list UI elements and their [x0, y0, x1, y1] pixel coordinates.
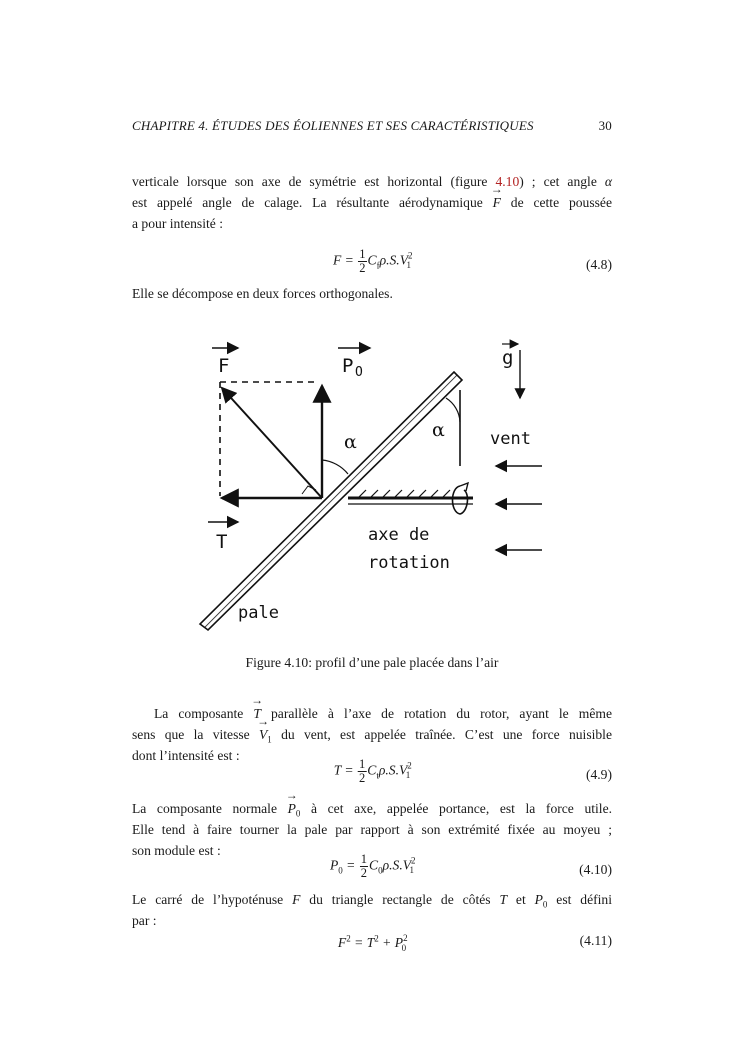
label-T: T: [216, 531, 228, 553]
equation-4-8: F = $\frac{1}{2}$ $C_f\rho.S.V^2_1$ (4.8): [332, 247, 612, 275]
text: ) ; cet angle: [519, 174, 605, 189]
alpha-symbol: α: [604, 174, 612, 189]
text: Elle se décompose en deux forces orthogonales.: [132, 286, 393, 301]
fraction: $\frac{1}{2}$: [359, 247, 366, 275]
text: est défini: [547, 892, 613, 907]
calage-angle: [446, 390, 460, 466]
text: est appelé angle de calage. La résultante aérodynamique: [132, 195, 493, 210]
equation-4-11: $F^2 = T^2 + P^2_0$ (4.11): [337, 933, 612, 953]
vector-P0: → P: [288, 798, 296, 819]
text: du vent, est appelée traînée. C’est une force nuisible: [271, 727, 612, 742]
text: son module est :: [132, 843, 221, 858]
text: a pour intensité :: [132, 216, 223, 231]
label-P: P: [342, 355, 354, 377]
label-rotation: rotation: [368, 553, 450, 573]
label-vent: vent: [490, 429, 531, 449]
wind-arrows: [496, 466, 542, 550]
running-header: [132, 118, 612, 134]
text: du triangle rectangle de côtés: [300, 892, 500, 907]
fraction: $\frac{1}{2}$: [359, 757, 366, 785]
vector-T: → T: [253, 703, 261, 724]
eq-lhs: T =: [333, 762, 358, 778]
paragraph-5: Le carré de l’hypoténuse F du triangle rectangle de côtés T et $P_0$ est défini par :: [132, 889, 612, 931]
fraction: $\frac{1}{2}$: [360, 852, 368, 880]
paragraph-3: La composante → T parallèle à l’axe de rotation du rotor, ayant le même sens que la vitesse → $V_1$ du vent, est appelée traînée. C’est une force nuisible dont l’intensité est :: [132, 703, 612, 766]
label-g: g: [502, 347, 514, 369]
text: La composante normale: [132, 801, 288, 816]
equation-number: (4.10): [579, 862, 612, 877]
equation-4-10: $P_0$ = $\frac{1}{2}$ $C_0\rho.S.V^2_1$ (4.10): [329, 852, 612, 880]
blade-profile-figure: [198, 328, 548, 634]
equation-number: (4.8): [585, 257, 612, 272]
text: dont l’intensité est :: [132, 748, 240, 763]
paragraph-1: [132, 171, 612, 234]
rotation-axis: [348, 483, 473, 514]
eq-lhs: F =: [332, 252, 358, 268]
figure-reference-link[interactable]: 4.10: [495, 174, 520, 189]
chapter-title: CHAPITRE 4. ÉTUDES DES ÉOLIENNES ET SES CARACTÉRISTIQUES: [132, 118, 534, 133]
blade: [200, 372, 462, 630]
equation-4-9: T = $\frac{1}{2}$ $C_t\rho.S.V^2_1$ (4.9): [333, 757, 612, 785]
text: sens que la vitesse: [132, 727, 259, 742]
equation-number: (4.11): [579, 933, 612, 948]
text: par :: [132, 913, 157, 928]
label-F: F: [218, 355, 230, 377]
text: Le carré de l’hypoténuse: [132, 892, 293, 907]
figure-caption: Figure 4.10: profil d’une pale placée dans l’air: [245, 655, 499, 670]
text: verticale lorsque son axe de symétrie est horizontal (figure: [132, 174, 496, 189]
paragraph-2: [132, 283, 612, 304]
equation-number: (4.9): [585, 767, 612, 782]
label-axe: axe de: [368, 525, 430, 545]
vector-F: → F: [493, 192, 501, 213]
force-diagram: [220, 382, 348, 498]
text: parallèle à l’axe de rotation du rotor, ayant le même: [260, 706, 612, 721]
label-alpha-2: α: [432, 419, 445, 441]
text: de cette poussée: [500, 195, 612, 210]
label-alpha-1: α: [344, 431, 357, 453]
text: à cet axe, appelée portance, est la force utile.: [300, 801, 612, 816]
label-P-sub: O: [355, 365, 363, 380]
page-number: 30: [598, 118, 612, 133]
text: La composante: [154, 706, 254, 721]
vector-V: → V: [259, 724, 267, 745]
text: Elle tend à faire tourner la pale par rapport à son extrémité fixée au moyeu ;: [132, 822, 612, 837]
paragraph-4: La composante normale → $P_0$ à cet axe, appelée portance, est la force utile. Elle tend à faire tourner la pale par rapport à son extrémité fixée au moyeu ; son module est :: [132, 798, 612, 861]
label-pale: pale: [238, 603, 279, 623]
